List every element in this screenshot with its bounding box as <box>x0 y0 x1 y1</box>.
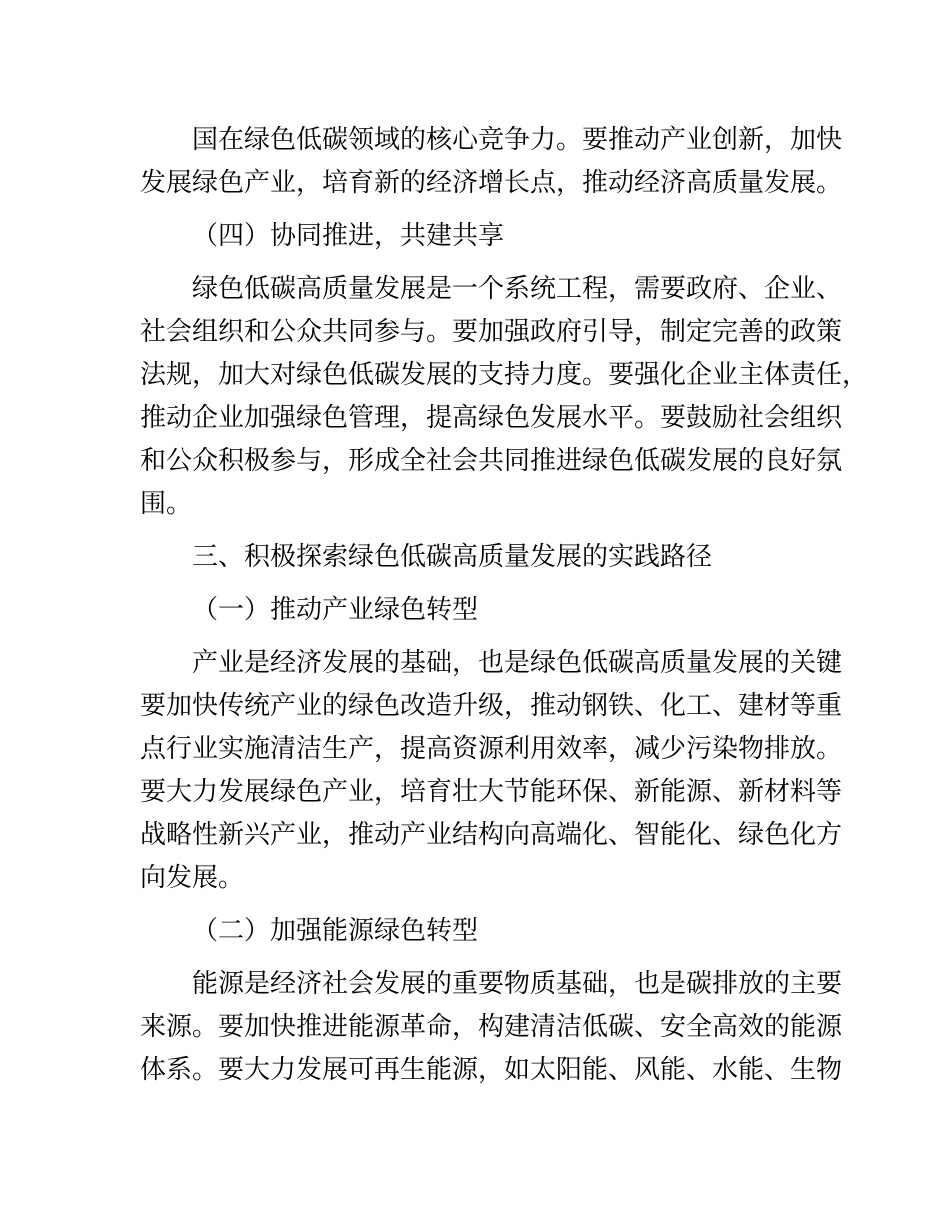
text-line: 点行业实施清洁生产，提高资源利用效率，减少污染物排放。 <box>140 733 843 763</box>
section-heading <box>140 909 840 952</box>
heading-line: （二）加强能源绿色转型 <box>192 915 479 945</box>
text-line: 能源是经济社会发展的重要物质基础，也是碳排放的主要 <box>192 968 843 998</box>
text-line: 要加快传统产业的绿色改造升级，推动钢铁、化工、建材等重 <box>140 690 843 720</box>
text-line: 来源。要加快推进能源革命，构建清洁低碳、安全高效的能源 <box>140 1011 843 1041</box>
text-line: 发展绿色产业，培育新的经济增长点，推动经济高质量发展。 <box>140 167 843 197</box>
section-heading <box>140 535 840 578</box>
text-line: 法规，加大对绿色低碳发展的支持力度。要强化企业主体责任， <box>140 359 869 389</box>
heading-line: 三、积极探索绿色低碳高质量发展的实践路径 <box>192 541 713 571</box>
heading-line: （一）推动产业绿色转型 <box>192 594 479 624</box>
text-line: 向发展。 <box>140 862 245 892</box>
heading-line: （四）协同推进，共建共享 <box>192 220 505 250</box>
document-body <box>140 118 869 1101</box>
paragraph <box>140 962 843 1091</box>
paragraph <box>140 267 869 525</box>
section-heading <box>140 588 840 631</box>
paragraph <box>140 641 843 899</box>
text-line: 推动企业加强绿色管理，提高绿色发展水平。要鼓励社会组织 <box>140 402 843 432</box>
text-line: 体系。要大力发展可再生能源，如太阳能、风能、水能、生物 <box>140 1054 843 1084</box>
text-line: 战略性新兴产业，推动产业结构向高端化、智能化、绿色化方 <box>140 819 843 849</box>
text-line: 社会组织和公众共同参与。要加强政府引导，制定完善的政策 <box>140 316 843 346</box>
text-line: 绿色低碳高质量发展是一个系统工程，需要政府、企业、 <box>192 273 843 303</box>
paragraph <box>140 118 843 204</box>
section-heading <box>140 214 840 257</box>
text-line: 产业是经济发展的基础，也是绿色低碳高质量发展的关键 <box>192 647 843 677</box>
text-line: 围。 <box>140 488 193 518</box>
text-line: 和公众积极参与，形成全社会共同推进绿色低碳发展的良好氛 <box>140 445 843 475</box>
text-line: 国在绿色低碳领域的核心竞争力。要推动产业创新，加快 <box>192 124 843 154</box>
text-line: 要大力发展绿色产业，培育壮大节能环保、新能源、新材料等 <box>140 776 843 806</box>
